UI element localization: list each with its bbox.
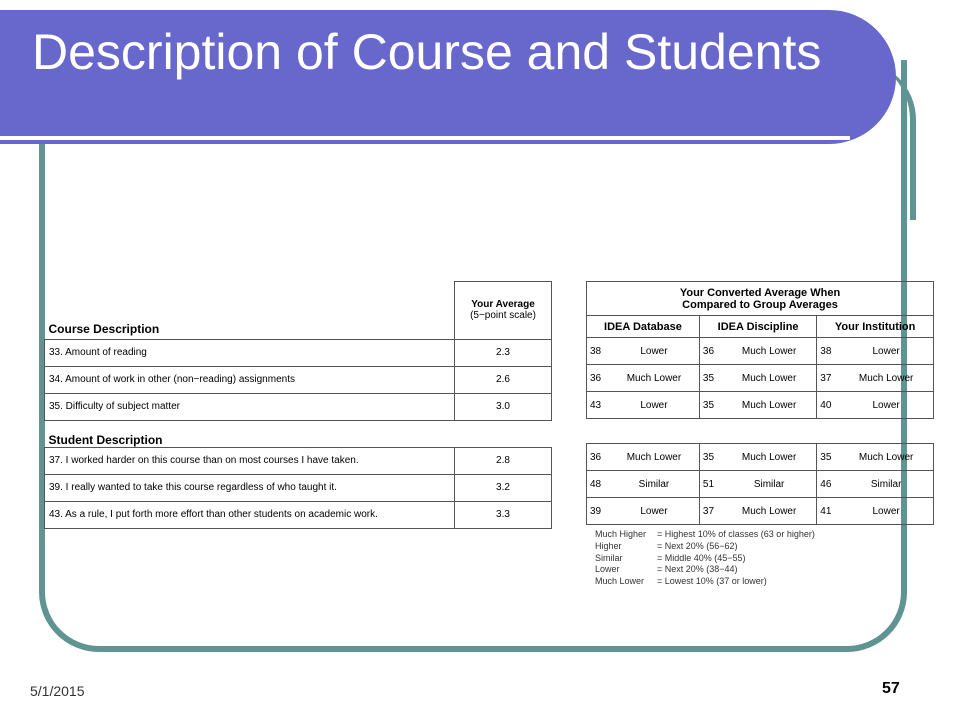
converted-score: 39 — [587, 498, 610, 525]
converted-score: 35 — [817, 444, 840, 471]
legend-desc: = Lowest 10% (37 or lower) — [657, 576, 767, 587]
converted-score: 40 — [817, 392, 840, 419]
comparison-label: Much Lower — [839, 444, 933, 471]
legend-row — [595, 564, 815, 576]
title-underline — [0, 136, 850, 140]
item-text: 43. As a rule, I put forth more effort than other students on academic work. — [45, 501, 455, 528]
your-average-header — [455, 282, 552, 340]
col-idea-database: IDEA Database — [587, 316, 700, 338]
converted-score: 37 — [699, 498, 722, 525]
legend-desc: = Next 20% (38−44) — [657, 564, 738, 575]
legend-key: Higher — [595, 540, 622, 551]
table-row — [45, 447, 552, 474]
converted-score: 35 — [699, 392, 722, 419]
legend-row — [595, 529, 815, 541]
comparison-label: Similar — [839, 471, 933, 498]
page-number: 57 — [882, 680, 900, 697]
item-text: 35. Difficulty of subject matter — [45, 393, 455, 420]
legend-row — [595, 576, 815, 588]
item-text: 39. I really wanted to take this course regardless of who taught it. — [45, 474, 455, 501]
table-row — [45, 366, 552, 393]
converted-score: 35 — [699, 365, 722, 392]
converted-score: 51 — [699, 471, 722, 498]
item-text: 34. Amount of work in other (non−reading) assignments — [45, 366, 455, 393]
comparison-label: Lower — [839, 338, 933, 365]
converted-score: 36 — [699, 338, 722, 365]
comparison-title — [587, 282, 934, 316]
group-comparison-table — [586, 281, 934, 525]
comparison-label: Lower — [609, 392, 699, 419]
legend-key: Much Lower — [595, 576, 645, 587]
table-row — [45, 474, 552, 501]
comparison-title-line2: Compared to Group Averages — [682, 298, 838, 311]
average-value: 3.0 — [455, 393, 552, 420]
converted-score: 37 — [817, 365, 840, 392]
table-row — [45, 501, 552, 528]
comparison-label: Lower — [839, 392, 933, 419]
table-row — [45, 339, 552, 366]
average-value: 2.3 — [455, 339, 552, 366]
legend-row — [595, 553, 815, 565]
comparison-label: Lower — [839, 498, 933, 525]
slide-title: Description of Course and Students — [32, 24, 822, 80]
table-row — [587, 338, 934, 365]
table-row — [587, 471, 934, 498]
col-your-institution: Your Institution — [817, 316, 934, 338]
average-value: 3.3 — [455, 501, 552, 528]
comparison-title-line1: Your Converted Average When — [679, 286, 841, 299]
comparison-label: Much Lower — [722, 392, 817, 419]
legend-key: Similar — [595, 552, 623, 563]
legend-key: Lower — [595, 564, 620, 575]
comparison-label: Much Lower — [609, 365, 699, 392]
table-row — [587, 392, 934, 419]
table-row — [587, 498, 934, 525]
legend-desc: = Next 20% (56−62) — [657, 540, 738, 551]
average-value: 2.6 — [455, 366, 552, 393]
legend-row — [595, 541, 815, 553]
your-average-scale: (5−point scale) — [470, 310, 536, 322]
comparison-label: Much Lower — [722, 365, 817, 392]
course-description-heading: Course Description — [48, 321, 160, 336]
comparison-label: Lower — [609, 338, 699, 365]
converted-score: 43 — [587, 392, 610, 419]
converted-score: 35 — [699, 444, 722, 471]
converted-score: 38 — [817, 338, 840, 365]
legend-desc: = Highest 10% of classes (63 or higher) — [657, 529, 815, 539]
converted-score: 36 — [587, 444, 610, 471]
your-average-label: Your Average — [471, 299, 535, 311]
converted-score: 38 — [587, 338, 610, 365]
legend-key: Much Higher — [595, 529, 647, 539]
title-bar — [0, 10, 896, 144]
comparison-label: Much Lower — [722, 338, 817, 365]
course-student-averages-table — [44, 281, 552, 529]
converted-score: 46 — [817, 471, 840, 498]
item-text: 33. Amount of reading — [45, 339, 455, 366]
item-text: 37. I worked harder on this course than on most courses I have taken. — [45, 447, 455, 474]
rating-legend — [595, 529, 815, 588]
converted-score: 41 — [817, 498, 840, 525]
comparison-label: Similar — [609, 471, 699, 498]
table-row — [45, 393, 552, 420]
comparison-label: Much Lower — [609, 444, 699, 471]
average-value: 3.2 — [455, 474, 552, 501]
converted-score: 48 — [587, 471, 610, 498]
slide-date: 5/1/2015 — [30, 683, 85, 699]
table-row — [587, 444, 934, 471]
table-row — [587, 365, 934, 392]
average-value: 2.8 — [455, 447, 552, 474]
comparison-label: Much Lower — [722, 498, 817, 525]
comparison-label: Much Lower — [839, 365, 933, 392]
converted-score: 36 — [587, 365, 610, 392]
student-description-heading: Student Description — [45, 420, 455, 447]
comparison-label: Lower — [609, 498, 699, 525]
comparison-label: Similar — [722, 471, 817, 498]
legend-desc: = Middle 40% (45−55) — [657, 552, 746, 563]
comparison-label: Much Lower — [722, 444, 817, 471]
col-idea-discipline: IDEA Discipline — [699, 316, 816, 338]
